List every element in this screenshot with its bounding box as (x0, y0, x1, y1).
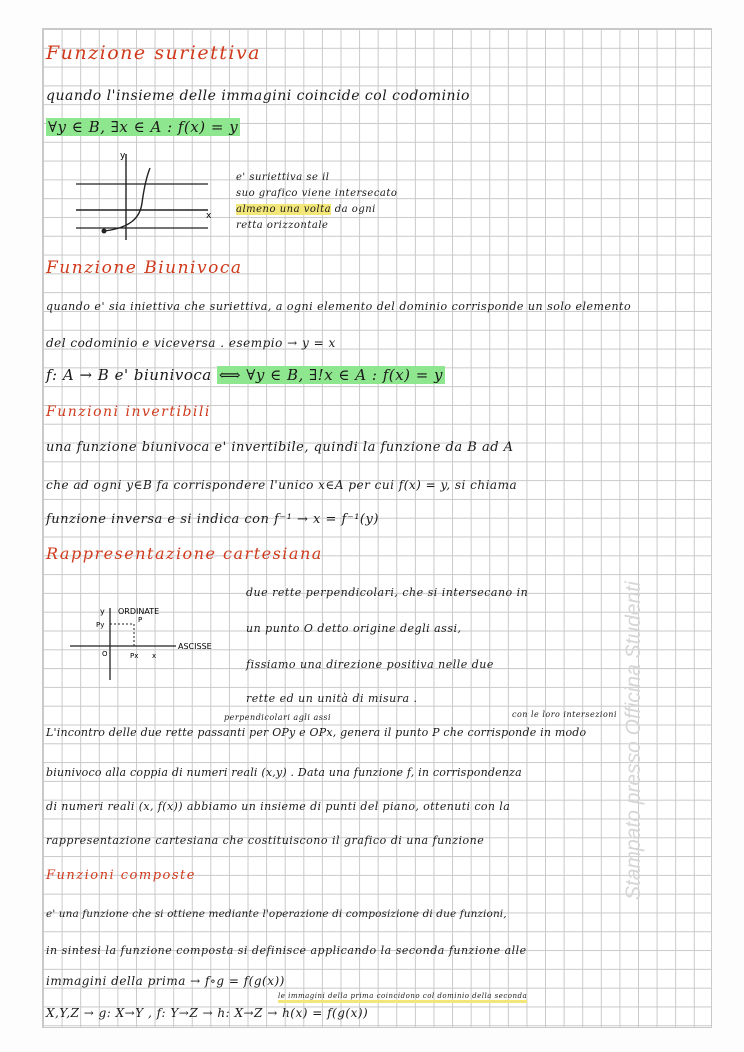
text-line: funzione inversa e si indica con f⁻¹ → x = f⁻¹(y) (46, 512, 379, 527)
graph-note: retta orizzontale (236, 220, 329, 231)
text-line: due rette perpendicolari, che si intersecano in (246, 586, 529, 599)
graph-note: almeno una volta da ogni (236, 204, 376, 215)
surjective-graph (70, 148, 220, 248)
text-line: immagini della prima → f∘g = f(g(x)) (46, 974, 285, 988)
py-label: Py (96, 621, 105, 629)
text-line: che ad ogni y∈B fa corrispondere l'unico x∈A per cui f(x) = y, si chiama (46, 478, 518, 492)
heading-bijective: Funzione Biunivoca (46, 258, 243, 278)
annotation-above: con le loro intersezioni (512, 710, 618, 719)
px-label: Px (130, 652, 139, 660)
cartesian-graph (66, 600, 256, 682)
origin-label: O (102, 650, 108, 658)
text-line: rette ed un unità di misura . (246, 692, 418, 705)
watermark: Stampato presso Officina Studenti (622, 581, 645, 900)
text-line: quando e' sia iniettiva che suriettiva, a ogni elemento del dominio corrisponde un solo elemento (46, 300, 632, 313)
text-line: quando l'insieme delle immagini coincide col codominio (46, 88, 470, 104)
text-line: del codominio e viceversa . esempio → y = x (46, 336, 336, 350)
text-line: rappresentazione cartesiana che costituiscono il grafico di una funzione (46, 834, 485, 847)
annotation-above: le immagini della prima coincidono col dominio della seconda (278, 992, 527, 1003)
text-line: un punto O detto origine degli assi, (246, 622, 462, 635)
y-axis-label: y (120, 151, 126, 161)
text-line: X,Y,Z → g: X→Y , f: Y→Z → h: X→Z → h(x) = f(g(x)) (46, 1006, 369, 1020)
ordinate-label: ORDINATE (118, 607, 160, 616)
heading-surjective: Funzione suriettiva (46, 42, 262, 64)
graph-note: suo grafico viene intersecato (236, 188, 398, 199)
text-line: biunivoco alla coppia di numeri reali (x,y) . Data una funzione f, in corrispondenza (46, 766, 522, 779)
abscissa-label: ASCISSE (178, 642, 212, 651)
text-line: in sintesi la funzione composta si definisce applicando la seconda funzione alle (46, 944, 527, 957)
text-line: di numeri reali (x, f(x)) abbiamo un insieme di punti del piano, ottenuti con la (46, 800, 511, 813)
x-axis-label: x (152, 652, 157, 660)
p-label: P (138, 616, 143, 624)
heading-invertible: Funzioni invertibili (46, 404, 211, 420)
text-line: una funzione biunivoca e' invertibile, quindi la funzione da B ad A (46, 440, 514, 455)
y-axis-label: y (100, 607, 105, 616)
annotation-above: perpendicolari agli assi (224, 713, 332, 722)
heading-composite: Funzioni composte (46, 868, 196, 883)
x-axis-label: x (206, 211, 212, 221)
text-line: e' una funzione che si ottiene mediante l'operazione di composizione di due funzioni, (46, 908, 507, 920)
text-line: L'incontro delle due rette passanti per OPy e OPx, genera il punto P che corrisponde in modo (46, 726, 587, 739)
heading-cartesian: Rappresentazione cartesiana (46, 544, 323, 563)
formula-surjective: ∀y ∈ B, ∃x ∈ A : f(x) = y (48, 118, 239, 136)
formula-bijective: f: A → B e' biunivoca ⟺ ∀y ∈ B, ∃!x ∈ A : f(x) = y (46, 366, 444, 384)
text-line: fissiamo una direzione positiva nelle due (246, 658, 494, 671)
graph-note: e' suriettiva se il (236, 172, 330, 183)
